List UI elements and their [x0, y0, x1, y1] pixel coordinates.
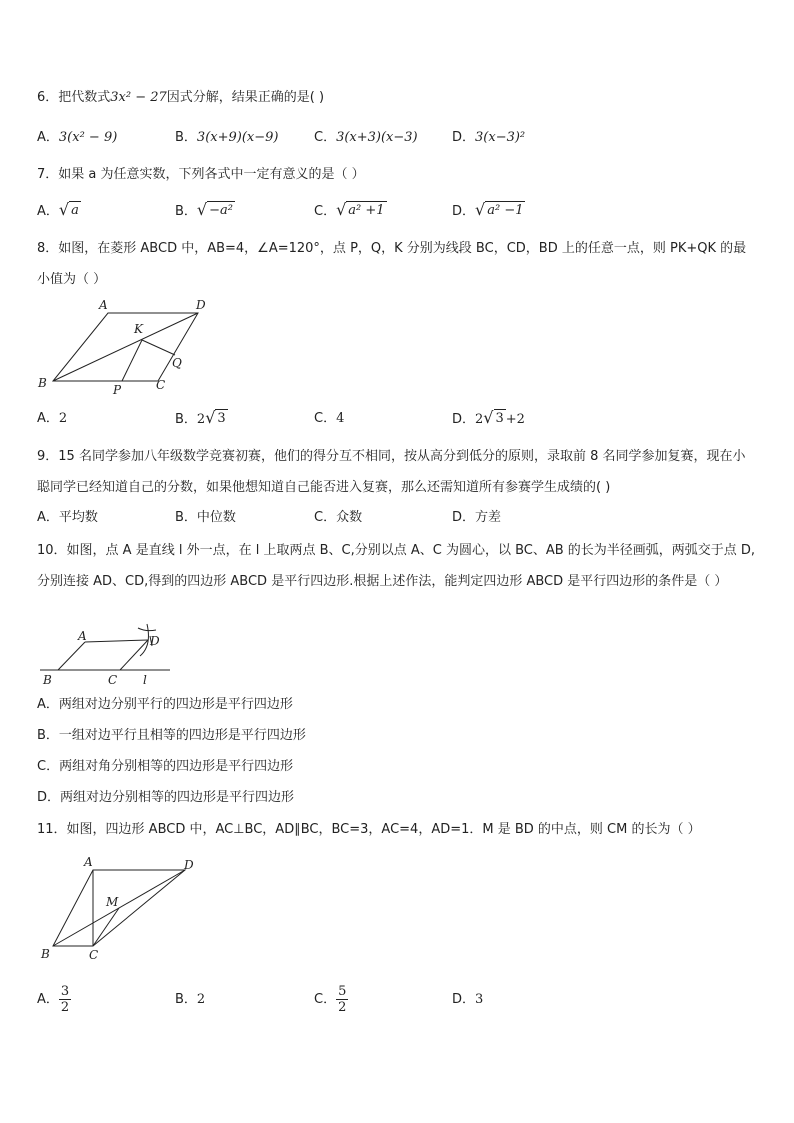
- segment-cm: [93, 908, 119, 946]
- label-c: C: [156, 378, 166, 392]
- q9-stem: 9．15 名同学参加八年级数学竞赛初赛，他们的得分互不相同，按从高分到低分的原则，录取前 8 名同学参加复赛，现在小聪同学已经知道自己的分数，如果他想知道自己能否进入复赛，那么还需知道所有参赛学生成绩的( ): [37, 449, 746, 495]
- label-a: A: [99, 298, 108, 312]
- label-a: A: [84, 855, 93, 869]
- q11-option-a: A． $\frac{3}{2}$: [37, 984, 70, 1015]
- q6-option-b: B．3(x+9)(x−9): [175, 130, 279, 145]
- q11-stem: 11．如图，四边形 ABCD 中，AC⊥BC，AD∥BC，BC=3，AC=4，AD=1．M 是 BD 的中点，则 CM 的长为（ ）: [37, 822, 701, 837]
- q7-option-c: C． √ a² +1: [314, 200, 385, 219]
- fraction: $\frac{3}{2}$: [60, 984, 70, 1015]
- sqrt-symbol: √ a² −1: [475, 200, 524, 219]
- q10-option-d: D．两组对边分别相等的四边形是平行四边形: [37, 790, 295, 805]
- sqrt-symbol: √ 3: [483, 408, 504, 427]
- q11-option-d: D．3: [452, 992, 484, 1007]
- q6-option-a: A．3(x² − 9): [37, 130, 118, 145]
- sqrt-symbol: √ a: [58, 200, 79, 219]
- label-b: B: [41, 947, 50, 961]
- label-b: B: [43, 673, 52, 687]
- q7-option-d: D． √ a² −1: [452, 200, 524, 219]
- q8-option-b: B．2 √ 3: [175, 408, 226, 427]
- label-a: A: [78, 629, 87, 643]
- q9-option-b: B．中位数: [175, 510, 236, 525]
- q7-option-a: A． √ a: [37, 200, 79, 219]
- q8-option-a: A．2: [37, 411, 68, 426]
- q10-stem: 10．如图，点 A 是直线 l 外一点，在 l 上取两点 B、C,分别以点 A、C 为圆心，以 BC、AB 的长为半径画弧，两弧交于点 D,分别连接 AD、CD,得到的四边形 ABCD 是平行四边形.根据上述作法，能判定四边形 ABCD 是平行四边形的条件是（ ）: [37, 543, 756, 589]
- q11-option-b: B．2: [175, 992, 206, 1007]
- label-l: l: [143, 673, 147, 687]
- sqrt-symbol: √ 3: [205, 408, 226, 427]
- label-k: K: [134, 322, 143, 336]
- q10-option-b: B．一组对边平行且相等的四边形是平行四边形: [37, 728, 306, 743]
- label-q: Q: [172, 356, 182, 370]
- label-d: D: [184, 858, 194, 872]
- label-c: C: [108, 673, 118, 687]
- q6-option-c: C．3(x+3)(x−3): [314, 130, 418, 145]
- label-d: D: [150, 634, 160, 648]
- q6-option-d: D．3(x−3)²: [452, 130, 526, 145]
- q9-option-d: D．方差: [452, 510, 502, 525]
- label-b: B: [38, 376, 47, 390]
- q6-expression: 3x² − 27: [110, 90, 167, 105]
- q7-stem: 7．如果 a 为任意实数，下列各式中一定有意义的是（ ）: [37, 167, 365, 182]
- q9-option-c: C．众数: [314, 510, 363, 525]
- label-d: D: [196, 298, 206, 312]
- sqrt-symbol: √ a² +1: [336, 200, 385, 219]
- fraction: $\frac{5}{2}$: [338, 984, 347, 1015]
- label-m: M: [106, 895, 119, 909]
- q8-stem: 8．如图，在菱形 ABCD 中，AB=4，∠A=120°，点 P，Q，K 分别为线段 BC，CD，BD 上的任意一点，则 PK+QK 的最小值为（ ）: [37, 241, 747, 287]
- q7-option-b: B． √ −a²: [175, 200, 233, 219]
- label-p: P: [113, 383, 122, 397]
- q10-option-c: C．两组对角分别相等的四边形是平行四边形: [37, 759, 294, 774]
- q6-stem: 6．把代数式3x² − 27因式分解，结果正确的是( ): [37, 90, 325, 105]
- q9-option-a: A．平均数: [37, 510, 98, 525]
- q11-option-c: C． $\frac{5}{2}$: [314, 984, 347, 1015]
- q8-option-d: D．2 √ 3 +2: [452, 408, 525, 427]
- q8-option-c: C．4: [314, 411, 345, 426]
- label-c: C: [89, 948, 99, 962]
- sqrt-symbol: √ −a²: [196, 200, 233, 219]
- q10-option-a: A．两组对边分别平行的四边形是平行四边形: [37, 697, 293, 712]
